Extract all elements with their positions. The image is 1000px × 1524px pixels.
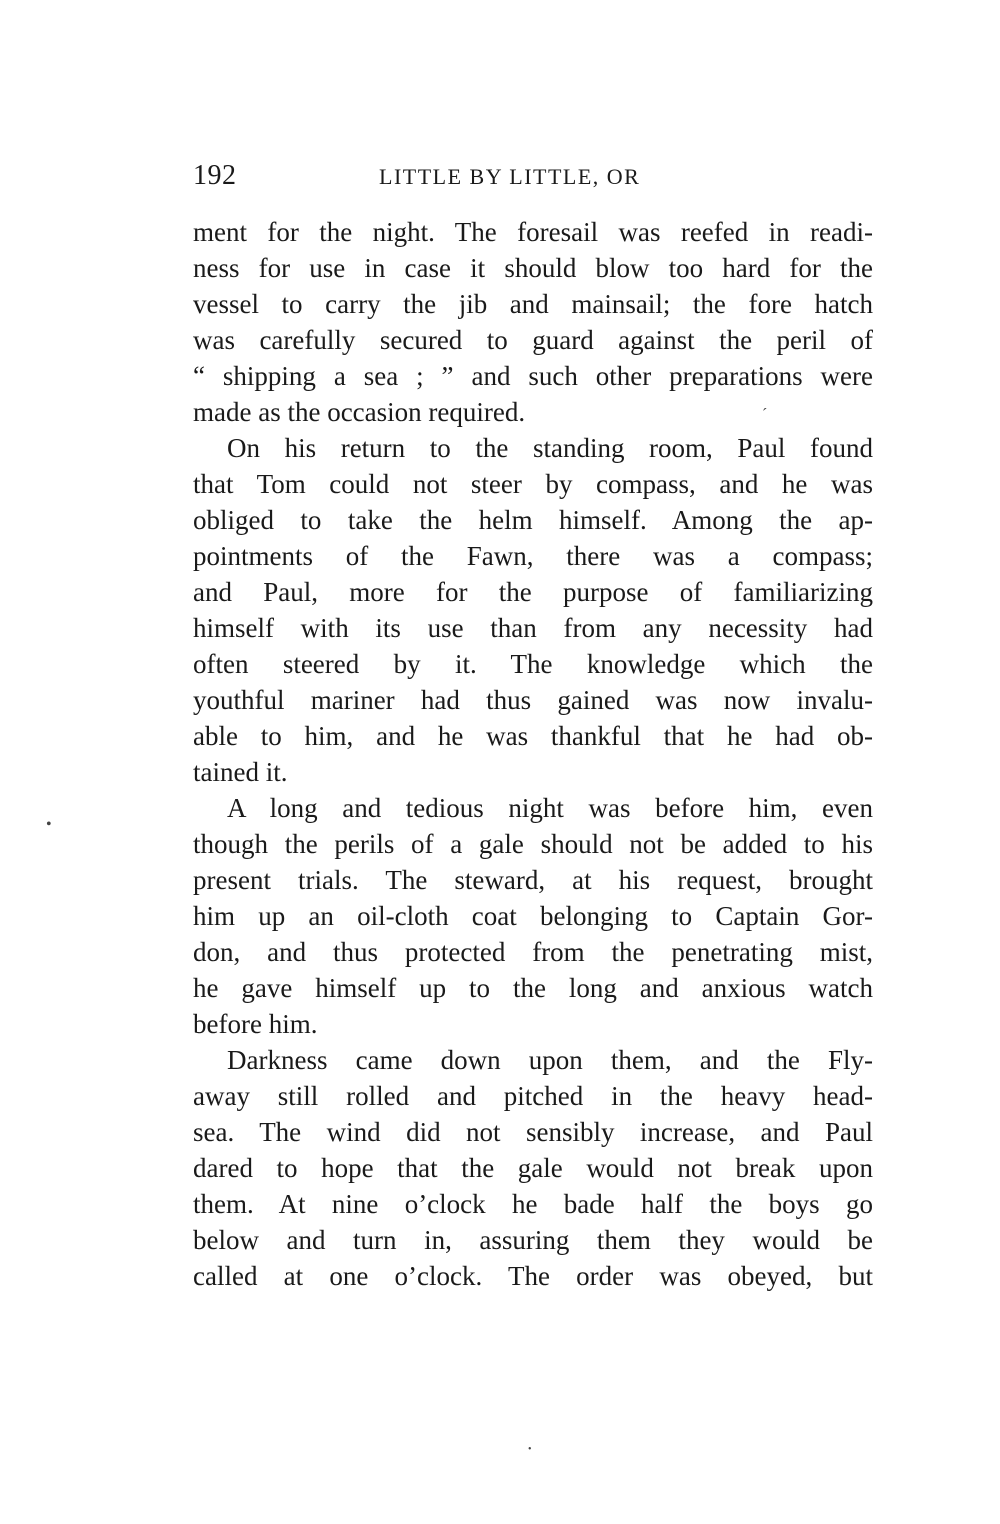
- text-line: present trials. The steward, at his request, brought: [193, 865, 873, 895]
- paragraph: [193, 790, 873, 1042]
- stray-ink-mark: ˊ: [762, 406, 768, 423]
- text-line: able to him, and he was thankful that he had ob-: [193, 721, 873, 751]
- page-header: [193, 160, 873, 200]
- text-line: often steered by it. The knowledge which the: [193, 649, 873, 679]
- text-line: Darkness came down upon them, and the Fly-: [227, 1045, 873, 1075]
- text-line: and Paul, more for the purpose of familiarizing: [193, 577, 873, 607]
- text-line: him up an oil-cloth coat belonging to Captain Gor-: [193, 901, 873, 931]
- text-line: below and turn in, assuring them they would be: [193, 1225, 873, 1255]
- body-text: [193, 214, 873, 1294]
- stray-ink-dot: •: [46, 816, 52, 833]
- text-line: ment for the night. The foresail was reefed in readi-: [193, 217, 873, 247]
- text-line: himself with its use than from any necessity had: [193, 613, 873, 643]
- paragraph: [193, 1042, 873, 1294]
- text-line: though the perils of a gale should not be added to his: [193, 829, 873, 859]
- stray-ink-dot: •: [528, 1444, 532, 1455]
- text-line: “ shipping a sea ; ” and such other preparations were: [193, 361, 873, 391]
- text-line: them. At nine o’clock he bade half the boys go: [193, 1189, 873, 1219]
- text-line: pointments of the Fawn, there was a compass;: [193, 541, 873, 571]
- text-line: he gave himself up to the long and anxious watch: [193, 973, 873, 1003]
- text-line: called at one o’clock. The order was obeyed, but: [193, 1261, 873, 1291]
- text-line: made as the occasion required.: [193, 397, 526, 427]
- text-line: don, and thus protected from the penetrating mist,: [193, 937, 873, 967]
- page-number: 192: [193, 160, 237, 191]
- text-line: youthful mariner had thus gained was now invalu-: [193, 685, 873, 715]
- running-title: LITTLE BY LITTLE, OR: [379, 164, 641, 189]
- text-line: ness for use in case it should blow too hard for the: [193, 253, 873, 283]
- text-line: sea. The wind did not sensibly increase, and Paul: [193, 1117, 873, 1147]
- text-line: vessel to carry the jib and mainsail; the fore hatch: [193, 289, 873, 319]
- text-line: before him.: [193, 1009, 318, 1039]
- text-line: away still rolled and pitched in the heavy head-: [193, 1081, 873, 1111]
- text-line: was carefully secured to guard against the peril of: [193, 325, 873, 355]
- text-line: On his return to the standing room, Paul found: [227, 433, 873, 463]
- text-line: dared to hope that the gale would not break upon: [193, 1153, 873, 1183]
- text-line: that Tom could not steer by compass, and he was: [193, 469, 873, 499]
- text-line: A long and tedious night was before him, even: [227, 793, 873, 823]
- text-line: obliged to take the helm himself. Among the ap-: [193, 505, 873, 535]
- text-line: tained it.: [193, 757, 288, 787]
- paragraph: [193, 214, 873, 430]
- paragraph: [193, 430, 873, 790]
